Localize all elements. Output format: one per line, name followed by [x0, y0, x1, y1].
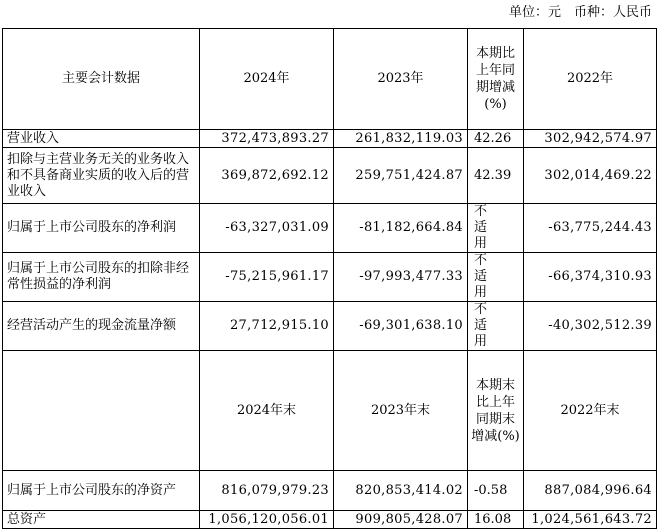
value-2022: -63,775,244.43: [524, 204, 657, 253]
row-label: 扣除与主营业务无关的业务收入和不具备商业实质的收入后的营业收入: [3, 148, 200, 204]
table-row: [3, 302, 657, 351]
row-label: 归属于上市公司股东的净资产: [3, 471, 200, 511]
table-row: [3, 204, 657, 253]
value-2023: 261,832,119.03: [334, 130, 468, 148]
value-2024: 1,056,120,056.01: [200, 511, 334, 529]
row-label: 营业收入: [3, 130, 200, 148]
value-2024: 369,872,692.12: [200, 148, 334, 204]
row-label: 经营活动产生的现金流量净额: [3, 302, 200, 351]
change-pct: 42.39: [468, 148, 524, 204]
header-item-blank: [3, 351, 200, 471]
header-change-pct: 本期比上年同期增减(%): [468, 29, 524, 130]
header-yearend-2022: 2022年末: [524, 351, 657, 471]
value-2024: 816,079,979.23: [200, 471, 334, 511]
header-year-2022: 2022年: [524, 29, 657, 130]
header-yearend-2024: 2024年末: [200, 351, 334, 471]
row-label: 归属于上市公司股东的净利润: [3, 204, 200, 253]
table-header-row: [3, 29, 657, 130]
table-row: [3, 471, 657, 511]
value-2024: 372,473,893.27: [200, 130, 334, 148]
value-2023: 820,853,414.02: [334, 471, 468, 511]
value-2024: 27,712,915.10: [200, 302, 334, 351]
key-accounting-data-table: [2, 28, 657, 529]
table-row: [3, 148, 657, 204]
change-pct: 不适用: [468, 204, 524, 253]
change-pct: 16.08: [468, 511, 524, 529]
value-2023: 259,751,424.87: [334, 148, 468, 204]
value-2024: -63,327,031.09: [200, 204, 334, 253]
value-2022: 302,014,469.22: [524, 148, 657, 204]
value-2022: -66,374,310.93: [524, 253, 657, 302]
change-pct: 不适用: [468, 302, 524, 351]
header-year-2023: 2023年: [334, 29, 468, 130]
change-pct: 不适用: [468, 253, 524, 302]
value-2023: -69,301,638.10: [334, 302, 468, 351]
change-pct: 42.26: [468, 130, 524, 148]
header-yearend-2023: 2023年末: [334, 351, 468, 471]
value-2023: -97,993,477.33: [334, 253, 468, 302]
value-2023: 909,805,428.07: [334, 511, 468, 529]
value-2022: -40,302,512.39: [524, 302, 657, 351]
table-header-row: [3, 351, 657, 471]
row-label: 总资产: [3, 511, 200, 529]
currency-unit-note: 单位：元 币种：人民币: [508, 5, 652, 20]
header-change-pct-yearend: 本期末比上年同期末增减(%): [468, 351, 524, 471]
value-2023: -81,182,664.84: [334, 204, 468, 253]
table-row: [3, 511, 657, 529]
value-2022: 302,942,574.97: [524, 130, 657, 148]
header-year-2024: 2024年: [200, 29, 334, 130]
value-2024: -75,215,961.17: [200, 253, 334, 302]
table-row: [3, 130, 657, 148]
value-2022: 1,024,561,643.72: [524, 511, 657, 529]
change-pct: -0.58: [468, 471, 524, 511]
header-item: 主要会计数据: [3, 29, 200, 130]
table-row: [3, 253, 657, 302]
value-2022: 887,084,996.64: [524, 471, 657, 511]
row-label: 归属于上市公司股东的扣除非经常性损益的净利润: [3, 253, 200, 302]
